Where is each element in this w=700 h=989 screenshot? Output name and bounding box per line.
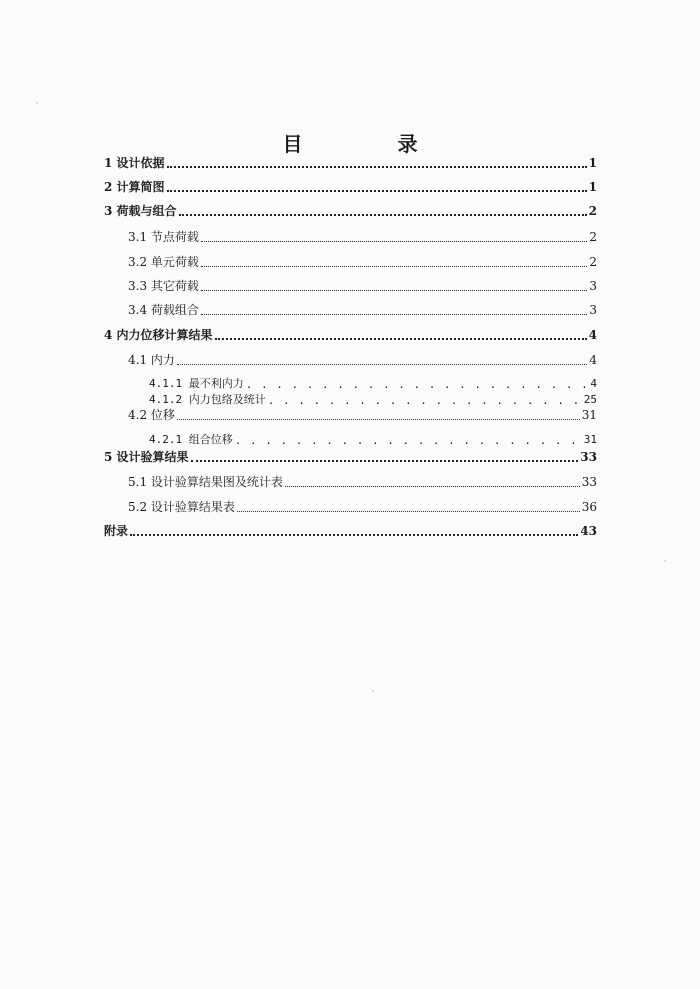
leader-dots [246, 378, 589, 392]
toc-entry-page: 43 [580, 524, 597, 538]
scan-speck [372, 690, 374, 692]
leader-dots [235, 434, 582, 448]
toc-entry-5-2[interactable] [128, 499, 597, 515]
toc-entry-label: 4.1.2 内力包络及统计 [149, 393, 266, 406]
toc-entry-3[interactable] [104, 203, 597, 219]
toc-entry-label: 3.2 单元荷载 [128, 255, 199, 269]
toc-entry-label: 3.3 其它荷载 [128, 279, 199, 293]
toc-entry-label: 3.1 节点荷载 [128, 230, 199, 244]
toc-entry-page: 1 [588, 180, 597, 194]
toc-entry-4-1-1[interactable] [149, 376, 597, 392]
leader-dots [177, 407, 580, 420]
toc-entry-4-1[interactable] [128, 352, 597, 368]
leader-dots [201, 229, 587, 242]
toc-entry-label: 1 设计依据 [104, 156, 165, 170]
toc-entry-page: 2 [589, 230, 597, 244]
toc-entry-3-3[interactable] [128, 278, 597, 294]
toc-entry-label: 3 荷载与组合 [104, 204, 177, 218]
toc-entry-page: 4 [590, 377, 597, 390]
toc-entry-page: 31 [581, 408, 597, 422]
toc-entry-page: 4 [588, 328, 597, 342]
toc-entry-page: 33 [580, 450, 597, 464]
toc-entry-page: 3 [589, 279, 597, 293]
toc-entry-5-1[interactable] [128, 474, 597, 490]
leader-dots [167, 154, 587, 168]
toc-entry-4[interactable] [104, 327, 597, 343]
leader-dots [167, 178, 587, 192]
toc-entry-label: 5.2 设计验算结果表 [128, 500, 235, 514]
leader-dots [237, 499, 580, 512]
leader-dots [268, 394, 582, 408]
toc-entry-label: 附录 [104, 524, 129, 538]
toc-entry-5[interactable] [104, 449, 597, 465]
leader-dots [201, 254, 587, 267]
toc-entry-label: 4.1 内力 [128, 353, 175, 367]
toc-entry-page: 25 [583, 393, 597, 406]
toc-entry-page: 36 [581, 500, 597, 514]
toc-entry-label: 5 设计验算结果 [104, 450, 189, 464]
toc-entry-label: 2 计算简图 [104, 180, 165, 194]
toc-entry-1[interactable] [104, 155, 597, 171]
toc-entry-label: 4.2 位移 [128, 408, 175, 422]
toc-entry-4-2-1[interactable] [149, 432, 597, 448]
toc-entry-page: 1 [588, 156, 597, 170]
toc-entry-3-4[interactable] [128, 302, 597, 318]
toc-entry-page: 33 [581, 475, 597, 489]
scan-speck [36, 102, 38, 104]
leader-dots [130, 522, 578, 536]
leader-dots [201, 302, 587, 315]
toc-entry-page: 3 [589, 303, 597, 317]
toc-entry-label: 5.1 设计验算结果图及统计表 [128, 475, 283, 489]
leader-dots [201, 278, 587, 291]
toc-entry-label: 4 内力位移计算结果 [104, 328, 213, 342]
toc-entry-appendix[interactable] [104, 523, 597, 539]
toc-entry-3-1[interactable] [128, 229, 597, 245]
toc-entry-4-1-2[interactable] [149, 392, 597, 408]
leader-dots [177, 352, 587, 365]
leader-dots [285, 474, 580, 487]
toc-entry-label: 4.1.1 最不利内力 [149, 377, 244, 390]
leader-dots [215, 326, 587, 340]
leader-dots [179, 202, 587, 216]
leader-dots [191, 448, 579, 462]
toc-entry-page: 2 [588, 204, 597, 218]
toc-entry-page: 4 [589, 353, 597, 367]
toc-entry-4-2[interactable] [128, 407, 597, 423]
toc-entry-label: 4.2.1 组合位移 [149, 433, 233, 446]
page-title: 目 录 [282, 132, 462, 156]
toc-entry-label: 3.4 荷载组合 [128, 303, 199, 317]
toc-entry-page: 31 [583, 433, 597, 446]
toc-entry-page: 2 [589, 255, 597, 269]
scan-speck [664, 560, 666, 562]
toc-entry-2[interactable] [104, 179, 597, 195]
toc-entry-3-2[interactable] [128, 254, 597, 270]
